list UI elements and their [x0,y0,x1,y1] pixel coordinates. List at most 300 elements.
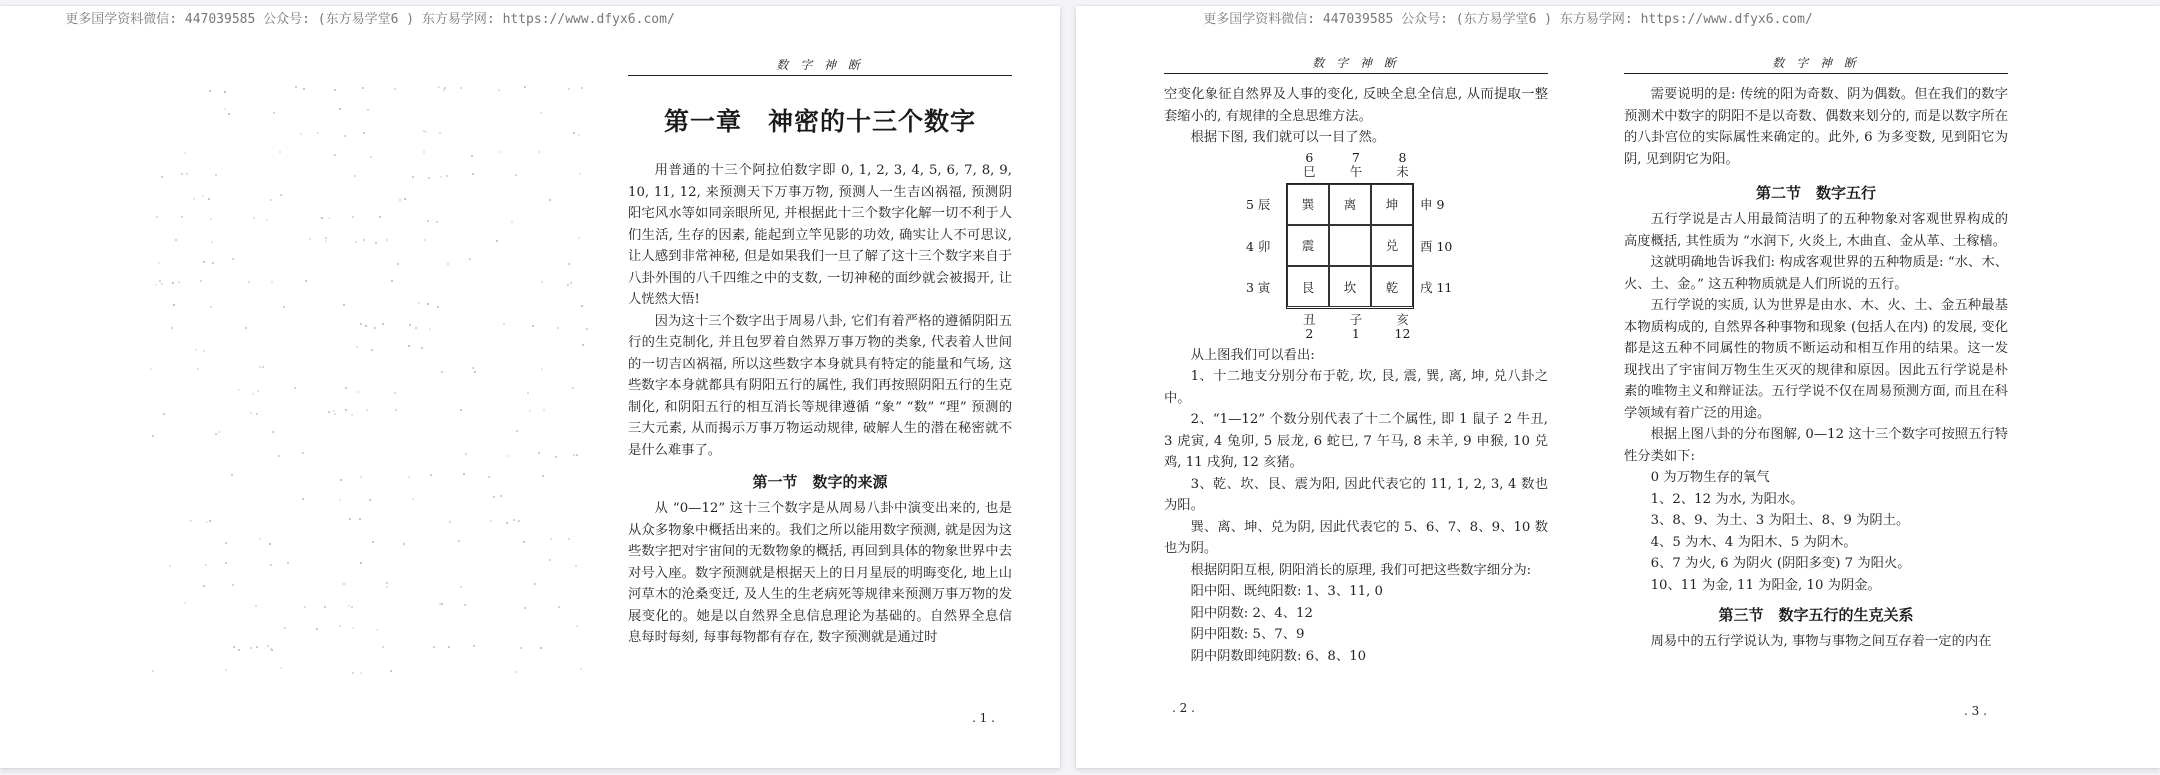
list-item: 巽、离、坤、兑为阴, 因此代表它的 5、6、7、8、9、10 数也为阴。 [1164,519,1548,556]
bagua-top-labels [1286,151,1426,179]
list-item: 6、7 为火, 6 为阴火 (阴阳多变) 7 为阳火。 [1650,556,1911,571]
scan-speck [345,409,347,411]
scan-speck [438,86,440,88]
scan-speck [250,412,252,414]
bagua-bottom-labels [1286,313,1426,341]
scan-speck [369,499,371,501]
scan-speck [349,518,351,520]
trigram-dui: 兑 [1371,225,1413,266]
center-cell [1329,225,1371,266]
scan-speck [352,216,354,218]
scan-speck [371,349,373,351]
scan-speck [446,175,448,177]
scan-speck [202,195,204,197]
scan-speck [253,217,255,219]
list-item: 阴中阳数: 5、7、9 [1190,627,1305,642]
scan-speck [541,368,543,370]
bagua-bottom-label: 亥 12 [1394,311,1411,341]
scan-speck [184,152,186,154]
scan-speck [225,562,227,564]
scan-speck [549,199,551,201]
trigram-kun: 坤 [1371,184,1413,225]
scan-speck [469,258,471,260]
scan-speck [576,625,578,627]
scan-speck [238,649,240,651]
scan-speck [155,284,157,286]
scan-speck [224,91,226,93]
paragraph: 五行学说的实质, 认为世界是由水、木、火、土、金五种最基本物质构成的, 自然界各种事物和现象 (包括人在内) 的发展, 变化都是这五种不同属性的物质不断运动和相互作用的结果。这一发现找出了宇宙间万物生生灭灭的规律和原因。因此五行学说是朴素的唯物主义和辩证法。五行学说不仅在周易预测方面, 而且在科学领域有着广泛的用途。 [1624,298,2008,421]
scan-speck [211,241,213,243]
scan-speck [173,304,175,306]
scan-speck [424,239,426,241]
scan-speck [193,198,195,200]
bagua-top-label: 7 午 [1349,149,1363,179]
scan-speck [513,519,515,521]
scan-speck [508,455,510,457]
scan-speck [343,304,345,306]
scan-speck [279,151,281,153]
scan-speck [421,347,423,349]
scan-speck [197,368,199,370]
scan-speck [390,670,392,672]
scan-speck [212,262,214,264]
running-head: 数 字 神 断 [1624,54,2008,74]
list-item: 3、8、9、为土、3 为阳土、8、9 为阴土。 [1650,513,1910,528]
scan-speck [572,387,574,389]
scan-speck [360,323,362,325]
scan-speck [360,672,362,674]
scan-speck [430,474,432,476]
scan-speck [394,392,396,394]
scan-speck [415,327,417,329]
scan-speck [490,520,492,522]
scan-speck [256,413,258,415]
scan-speck [287,562,289,564]
scan-speck [412,498,414,500]
watermark-text: 更多国学资料微信: 447039585 公众号: (东方易学堂6 ) 东方易学网: https://www.dfyx6.com/ [1203,12,1813,27]
scan-speck [386,586,388,588]
scan-speck [351,414,353,416]
scan-speck [161,176,163,178]
scan-speck [582,344,584,346]
scan-speck [169,565,171,567]
scan-speck [570,282,572,284]
scan-speck [271,281,273,283]
list-item: 4、5 为木、4 为阳木、5 为阴木。 [1650,534,1857,550]
scan-speck [232,584,234,586]
scan-speck [203,350,205,352]
scan-speck [523,541,525,543]
scan-speck [403,543,405,545]
scan-speck [203,261,205,263]
scan-speck [356,346,358,348]
bagua-top-label: 6 巳 [1303,149,1316,179]
scan-speck [255,605,257,607]
scan-speck [458,540,460,542]
section-title: 第三节 数字五行的生克关系 [1718,606,1914,624]
scan-speck [427,303,429,305]
scan-speck [272,431,274,433]
scan-speck [283,306,285,308]
scan-speck [441,371,443,373]
paragraph: 根据上图八卦的分布图解, 0—12 这十三个数字可按照五行特性分类如下: [1624,427,2008,464]
list-item: 1、十二地支分别分布于乾, 坎, 艮, 震, 巽, 离, 坤, 兑八卦之中。 [1164,369,1548,406]
scan-speck [328,217,330,219]
scan-speck [309,238,311,240]
bagua-left-label: 3 寅 [1246,279,1271,295]
bagua-bottom-label: 丑 2 [1303,311,1316,341]
scan-speck [363,239,365,241]
scan-speck [345,387,347,389]
scan-speck [305,280,307,282]
scan-speck [233,646,235,648]
scan-speck [408,476,410,478]
document-sheet-1 [0,6,1060,768]
page-3 [1624,54,2008,653]
scan-speck [360,562,362,564]
scan-speck [206,521,208,523]
scan-speck [210,218,212,220]
scan-speck [259,538,261,540]
scan-speck [302,498,304,500]
scan-speck [215,433,217,435]
scan-speck [439,132,441,134]
bagua-top-label: 8 未 [1396,149,1409,179]
scan-speck [568,538,570,540]
section-title: 第二节 数字五行 [1755,184,1876,202]
scan-speck [366,409,368,411]
scan-speck [515,174,517,176]
scan-speck [370,156,372,158]
scan-speck [542,475,544,477]
scan-speck [428,177,430,179]
running-head: 数 字 神 断 [628,56,1012,76]
scan-speck [205,564,207,566]
scan-speck [423,130,425,132]
scan-speck [295,86,297,88]
paragraph: 周易中的五行学说认为, 事物与事物之间互存着一定的内在 [1650,634,1992,649]
scan-speck [493,496,495,498]
running-head: 数 字 神 断 [1164,54,1548,74]
bagua-left-label: 4 卯 [1246,238,1271,254]
scan-speck [340,479,342,481]
scan-speck [557,327,559,329]
scan-speck [460,409,462,411]
scan-speck [339,108,341,110]
scan-speck [503,323,505,325]
scan-speck [215,174,217,176]
list-item: 阳中阴数: 2、4、12 [1190,605,1313,621]
scan-speck [278,455,280,457]
scan-speck [573,132,575,134]
scan-speck [159,280,161,282]
scan-speck [175,239,177,241]
scan-speck [586,328,588,330]
scan-speck [498,151,500,153]
trigram-li: 离 [1329,184,1371,225]
paragraph: 五行学说是古人用最简洁明了的五种物象对客观世界构成的高度概括, 其性质为 “水润下, 火炎上, 木曲直、金从革、土稼樯。 [1624,212,2008,249]
scan-speck [280,667,282,669]
scan-speck [273,112,275,114]
scan-speck [152,670,154,672]
scan-speck [209,520,211,522]
scan-speck [161,283,163,285]
scan-speck [409,324,411,326]
scan-speck [365,325,367,327]
scan-speck [339,499,341,501]
scan-speck [172,282,174,284]
scan-speck [257,390,259,392]
scan-speck [524,607,526,609]
scan-speck [252,393,254,395]
scan-speck [238,389,240,391]
scan-speck [397,263,399,265]
scan-speck [404,198,406,200]
scan-speck [303,88,305,90]
scan-speck [471,155,473,157]
scan-speck [427,220,429,222]
scan-speck [573,454,575,456]
scan-speck [224,108,226,110]
scan-speck [362,87,364,89]
scan-speck [534,583,536,585]
scan-speck [355,241,357,243]
scan-speck [439,603,441,605]
scan-speck [334,89,336,91]
scan-speck [325,240,327,242]
scan-speck [460,87,462,89]
scan-speck [447,263,449,265]
bagua-grid [1286,183,1414,309]
scan-speck [386,239,388,241]
chapter-title: 第一章 神密的十三个数字 [663,107,976,136]
scan-speck [465,453,467,455]
scan-speck [200,280,202,282]
watermark-text: 更多国学资料微信: 447039585 公众号: (东方易学堂6 ) 东方易学网: https://www.dfyx6.com/ [65,12,675,27]
scan-speck [412,176,414,178]
scan-speck [343,583,345,585]
paragraph: 用普通的十三个阿拉伯数字即 0, 1, 2, 3, 4, 5, 6, 7, 8, 9, 10, 11, 12, 来预测天下万事万物, 预测人一生吉凶祸福, 预测阴阳宅风水等如同亲眼所见, 并根据此十三个数字化解一切不利于人们生活, 生存的因素, 能起到立竿见影的功效, 确实让人不可思议, 让人感到非常神秘, 但是如果我们一旦了解了这十三个数字来自于八卦外围的八千四维之中的支数, 一切神秘的面纱就会被揭开, 让人恍然大悟! [628,163,1012,307]
scan-noise [150,86,590,686]
list-item: 阳中阳、既纯阳数: 1、3、11, 0 [1190,584,1384,599]
scan-speck [372,541,374,543]
scan-speck [354,175,356,177]
scan-speck [209,90,211,92]
scan-speck [270,564,272,566]
scan-speck [321,217,323,219]
list-item: 10、11 为金, 11 为阳金, 10 为阴金。 [1650,577,1881,593]
scan-speck [496,240,498,242]
scan-speck [334,413,336,415]
scan-speck [391,280,393,282]
scan-speck [541,281,543,283]
bagua-right-label: 戌 11 [1420,279,1453,295]
scan-speck [156,216,158,218]
scan-speck [394,88,396,90]
scan-speck [532,325,534,327]
list-item: 1、2、12 为水, 为阳水。 [1650,491,1804,507]
scan-speck [567,284,569,286]
scan-speck [280,194,282,196]
paragraph: 根据下图, 我们就可以一目了然。 [1190,130,1386,145]
scan-speck [231,474,233,476]
list-item: 3、乾、坎、艮、震为阳, 因此代表它的 11, 1, 2, 3, 4 数也为阳。 [1164,476,1548,513]
scan-speck [520,647,522,649]
scan-speck [463,473,465,475]
scan-speck [228,113,230,115]
scan-speck [568,263,570,265]
scan-speck [376,629,378,631]
trigram-zhen: 震 [1287,225,1329,266]
scan-speck [440,176,442,178]
scan-speck [294,387,296,389]
scan-speck [225,542,227,544]
trigram-gen: 艮 [1287,266,1329,307]
scan-speck [208,198,210,200]
scan-speck [344,135,346,137]
scan-speck [399,199,401,201]
bagua-right-label: 酉 10 [1420,238,1453,254]
scan-speck [386,582,388,584]
scan-speck [460,586,462,588]
scan-speck [395,409,397,411]
scan-speck [334,154,336,156]
list-item: 0 为万物生存的氧气 [1650,470,1770,485]
scan-speck [498,89,500,91]
scan-speck [540,112,542,114]
scan-speck [408,345,410,347]
paragraph: 这就明确地告诉我们: 构成客观世界的五种物质是: “水、木、火、土、金。” 这五种物质就是人们所说的五行。 [1624,255,2008,292]
scan-speck [540,647,542,649]
paragraph: 从 “0—12” 这十三个数字是从周易八卦中演变出来的, 也是从众多物象中概括出来的。我们之所以能用数字预测, 就是因为这些数字把对宇宙间的无数物象的概括, 再回到具体的物象世界中去对号入座。数字预测就是根据天上的日月星辰的明晦变化, 地上山河草木的沧桑变迁, 及人生的生老病死等规律来预测万事万物的发展变化的。她是以自然界全息信息理论为基础的。自然界全息信息每时每刻, 每事每物都有存在, 数字预测就是通过时 [628,501,1012,645]
scan-speck [181,173,183,175]
scan-speck [382,646,384,648]
scan-speck [473,645,475,647]
scan-speck [300,133,302,135]
scan-speck [444,87,446,89]
scan-speck [448,646,450,648]
scan-speck [171,327,173,329]
scan-speck [181,216,183,218]
scan-speck [363,132,365,134]
paragraph: 需要说明的是: 传统的阳为奇数、阴为偶数。但在我们的数字预测术中数字的阴阳不是以奇数、偶数来划分的, 而是以数字所在的八卦宫位的实际属性来确定的。此外, 6 为多变数, 见到阳它为阴, 见到阴它为阳。 [1624,87,2008,167]
scan-speck [210,306,212,308]
list-item: 阴中阴数即纯阴数: 6、8、10 [1190,648,1367,664]
scan-speck [538,452,540,454]
scan-speck [511,221,513,223]
scan-speck [270,648,272,650]
page-number: . 3 . [1964,704,1987,718]
scan-speck [359,518,361,520]
scan-speck [543,409,545,411]
scan-speck [325,237,327,239]
scan-speck [195,349,197,351]
scan-speck [352,627,354,629]
scan-speck [524,86,526,88]
scan-speck [351,606,353,608]
scan-speck [549,559,551,561]
scan-speck [269,543,271,545]
scan-speck [527,392,529,394]
scan-speck [449,521,451,523]
scan-speck [550,538,552,540]
scan-speck [270,199,272,201]
scan-speck [316,628,318,630]
paragraph: 因为这十三个数字出于周易八卦, 它们有着严格的遵循阴阳五行的生克制化, 并且包罗着自然界万事万物的类象, 代表着人世间的一切吉凶祸福, 所以这些数字本身就具有特定的能量和气场, 这些数字本身就都具有阴阳五行的属性, 我们再按照阴阳五行的生克制化, 和阴阳五行的相互消长等规律遵循 “象” “数” “理” 预测的三大元素, 从而揭示万事万物运动规律, 破解人生的潜在秘密就不是什么难事了。 [628,313,1012,458]
paragraph: 从上图我们可以看出: [1190,347,1315,363]
scan-speck [357,391,359,393]
scan-speck [555,456,557,458]
list-item: 根据阴阳互根, 阴阳消长的原理, 我们可把这些数字细分为: [1190,562,1532,578]
document-sheet-2 [1076,6,2160,768]
scan-speck [259,366,261,368]
scan-speck [429,328,431,330]
scan-speck [568,88,570,90]
scan-speck [339,625,341,627]
scan-speck [423,151,425,153]
scan-speck [538,151,540,153]
scan-speck [433,646,435,648]
scan-speck [256,646,258,648]
page-1 [628,56,1012,649]
scan-speck [262,366,264,368]
scan-speck [184,602,186,604]
scan-speck [443,89,445,91]
scan-speck [152,435,154,437]
scan-speck [248,281,250,283]
scan-speck [190,520,192,522]
trigram-xun: 巽 [1287,184,1329,225]
scan-speck [382,323,384,325]
scan-speck [158,262,160,264]
scan-speck [581,87,583,89]
scan-speck [178,281,180,283]
scan-speck [317,132,319,134]
scan-speck [472,173,474,175]
scan-speck [579,173,581,175]
scan-speck [352,672,354,674]
scan-speck [218,431,220,433]
scan-speck [284,627,286,629]
section-title: 第一节 数字的来源 [752,473,888,491]
scan-speck [375,242,377,244]
scan-speck [580,668,582,670]
bagua-diagram [1226,151,1486,341]
bagua-bottom-label: 子 1 [1349,311,1363,341]
bagua-right-label: 申 9 [1420,196,1445,212]
scan-speck [578,237,580,239]
scan-speck [516,430,518,432]
scan-speck [474,371,476,373]
scan-speck [150,368,152,370]
scan-speck [506,522,508,524]
bagua-left-label: 5 辰 [1246,196,1271,212]
scan-speck [379,216,381,218]
scan-speck [348,605,350,607]
scan-speck [186,173,188,175]
scan-speck [302,452,304,454]
scan-speck [575,565,577,567]
scan-speck [518,520,520,522]
scan-speck [418,302,420,304]
trigram-qian: 乾 [1371,266,1413,307]
scan-speck [225,669,227,671]
trigram-kan: 坎 [1329,266,1371,307]
scan-speck [529,410,531,412]
paragraph: 空变化象征自然界及人事的变化, 反映全息全信息, 从而提取一整套缩小的, 有规律的全息思维方法。 [1164,87,1548,124]
scan-speck [250,647,252,649]
scan-speck [488,476,490,478]
